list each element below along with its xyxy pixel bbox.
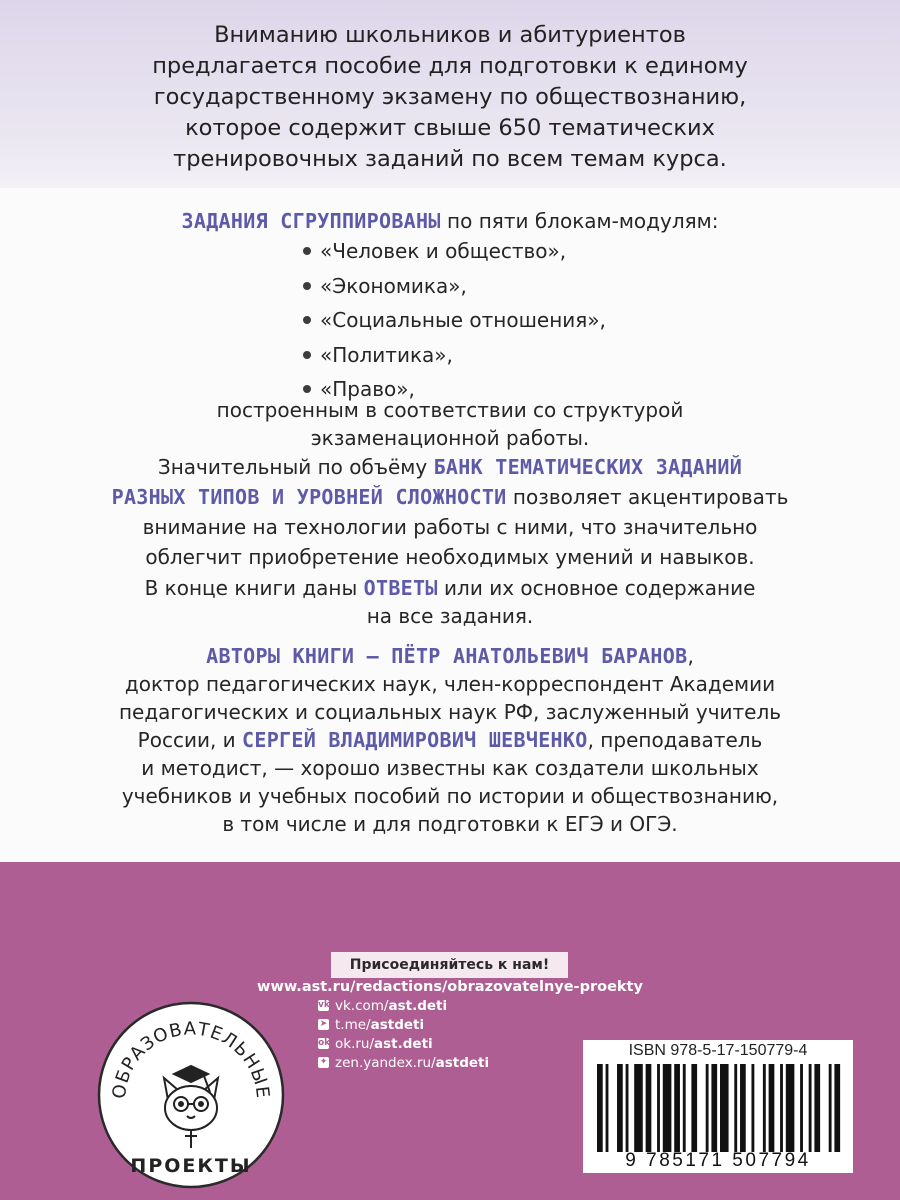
intro-line: государственному экзамену по обществознанию, — [153, 84, 747, 110]
barcode-stripe — [734, 1064, 737, 1152]
answers-highlight: ОТВЕТЫ — [363, 576, 438, 600]
barcode-stripe — [780, 1064, 783, 1152]
intro-line: предлагается пособие для подготовки к единому — [152, 53, 748, 79]
barcode-stripe — [829, 1064, 832, 1152]
social-link-ok[interactable] — [318, 1034, 489, 1053]
answers-prefix: В конце книги даны — [144, 576, 364, 600]
module-list — [303, 234, 606, 407]
social-link-vk[interactable] — [318, 996, 489, 1015]
authors-highlight: АВТОРЫ КНИГИ — ПЁТР АНАТОЛЬЕВИЧ БАРАНОВ — [206, 644, 688, 668]
bank-highlight: БАНК ТЕМАТИЧЕСКИХ ЗАДАНИЙ — [433, 455, 743, 479]
structure-line: построенным в соответствии со структурой — [216, 398, 684, 422]
social-link-zen[interactable] — [318, 1053, 489, 1072]
authors-line: педагогических и социальных наук РФ, заслуженный учитель — [118, 700, 782, 724]
social-handle: ast.deti — [388, 997, 448, 1014]
barcode-stripe — [800, 1064, 803, 1152]
zen-icon: ✦ — [319, 1057, 328, 1067]
groups-highlight: ЗАДАНИЯ СГРУППИРОВАНЫ — [181, 209, 441, 233]
social-handle: ast.deti — [374, 1035, 433, 1052]
authors-highlight: СЕРГЕЙ ВЛАДИМИРОВИЧ ШЕВЧЕНКО — [242, 728, 588, 752]
social-prefix: ok.ru/ — [335, 1035, 375, 1052]
bullet-icon — [303, 247, 311, 255]
barcode-stripe — [706, 1064, 709, 1152]
answers-line: на все задания. — [366, 604, 534, 628]
barcode-stripe — [634, 1064, 643, 1152]
barcode-stripe — [769, 1064, 775, 1152]
bank-prefix: Значительный по объёму — [157, 455, 434, 479]
barcode-stripe — [834, 1064, 840, 1152]
authors-comma: , — [687, 644, 694, 668]
bank-line — [60, 452, 840, 482]
bank-highlight: РАЗНЫХ ТИПОВ И УРОВНЕЙ СЛОЖНОСТИ — [111, 485, 507, 509]
authors-suffix: , преподаватель — [587, 728, 763, 752]
module-item — [303, 234, 606, 269]
isbn-number: ISBN 978-5-17-150779-4 — [628, 1042, 808, 1059]
ean-number: 9 785171 507794 — [625, 1150, 811, 1171]
barcode-stripe — [617, 1064, 623, 1152]
bullet-icon — [303, 316, 311, 324]
barcode-stripe — [809, 1064, 812, 1152]
website-link[interactable]: www.ast.ru/redactions/obrazovatelnye-proekty — [257, 979, 643, 995]
bank-suffix: позволяет акцентировать — [506, 485, 789, 509]
bank-line: внимание на технологии работы с ними, что значительно — [142, 515, 758, 539]
odnoklassniki-icon: ok — [318, 1038, 331, 1048]
module-label: «Право», — [320, 377, 415, 401]
intro-line: Вниманию школьников и абитуриентов — [214, 22, 686, 48]
module-label: «Экономика», — [320, 273, 467, 298]
barcode-stripe — [814, 1064, 820, 1152]
bullet-icon — [303, 351, 311, 359]
logo-bottom-text: ПРОЕКТЫ — [130, 1155, 252, 1177]
barcode-stripe — [720, 1064, 729, 1152]
module-label: «Политика», — [320, 342, 453, 367]
barcode-stripe — [691, 1064, 697, 1152]
barcode-stripe — [657, 1064, 660, 1152]
intro-line: тренировочных заданий по всем темам курса. — [173, 146, 727, 172]
authors-prefix: России, и — [137, 728, 243, 752]
intro-paragraph — [60, 20, 840, 175]
authors-line: доктор педагогических наук, член-корреспондент Академии — [124, 672, 776, 696]
module-label: «Социальные отношения», — [320, 308, 606, 332]
barcode-box — [583, 1040, 853, 1173]
authors-paragraph — [60, 642, 840, 838]
barcode-stripe — [751, 1064, 754, 1152]
bullet-icon — [303, 282, 311, 290]
groups-text: по пяти блокам-модулям: — [440, 209, 719, 233]
social-link-telegram[interactable] — [318, 1015, 489, 1034]
barcode-stripe — [626, 1064, 629, 1152]
social-handle: astdeti — [435, 1054, 490, 1071]
authors-line: учебников и учебных пособий по истории и обществознанию, — [121, 784, 779, 808]
structure-line: экзаменационной работы. — [310, 426, 590, 450]
publisher-logo — [96, 1000, 286, 1190]
barcode-stripe — [606, 1064, 609, 1152]
barcode-stripe — [786, 1064, 795, 1152]
logo-arc-text: ОБРАЗОВАТЕЛЬНЫЕ — [108, 1018, 274, 1100]
module-item — [303, 269, 606, 304]
authors-line — [60, 726, 840, 754]
join-banner: Присоединяйтесь к нам! — [331, 952, 568, 978]
social-prefix: vk.com/ — [335, 997, 389, 1014]
module-label: «Человек и общество», — [320, 239, 567, 263]
answers-line — [60, 574, 840, 602]
groups-heading — [60, 207, 840, 235]
barcode-stripe — [663, 1064, 672, 1152]
barcode-stripe — [711, 1064, 717, 1152]
barcode-stripe — [740, 1064, 746, 1152]
barcode-stripe — [683, 1064, 686, 1152]
barcode-icon — [597, 1064, 843, 1152]
telegram-icon: ➤ — [319, 1019, 328, 1029]
social-handle: astdeti — [370, 1016, 425, 1033]
social-links — [318, 996, 489, 1072]
bank-line: облегчит приобретение необходимых умений и навыков. — [145, 545, 755, 569]
authors-line: и методист, — хорошо известны как создатели школьных — [141, 756, 759, 780]
answers-suffix: или их основное содержание — [437, 576, 756, 600]
barcode-stripe — [674, 1064, 680, 1152]
social-prefix: zen.yandex.ru/ — [335, 1054, 436, 1071]
intro-line: которое содержит свыше 650 тематических — [185, 115, 715, 141]
barcode-stripe — [763, 1064, 766, 1152]
answers-paragraph — [60, 574, 840, 630]
barcode-stripe — [646, 1064, 652, 1152]
module-item — [303, 338, 606, 373]
social-prefix: t.me/ — [335, 1016, 371, 1033]
bullet-icon — [303, 385, 311, 393]
authors-line — [60, 642, 840, 670]
bank-paragraph — [60, 452, 840, 572]
structure-paragraph — [60, 396, 840, 452]
vk-icon: vk — [318, 1000, 330, 1010]
authors-line: в том числе и для подготовки к ЕГЭ и ОГЭ. — [222, 812, 678, 836]
module-item — [303, 303, 606, 338]
bank-line — [60, 482, 840, 512]
barcode-stripe — [597, 1064, 603, 1152]
